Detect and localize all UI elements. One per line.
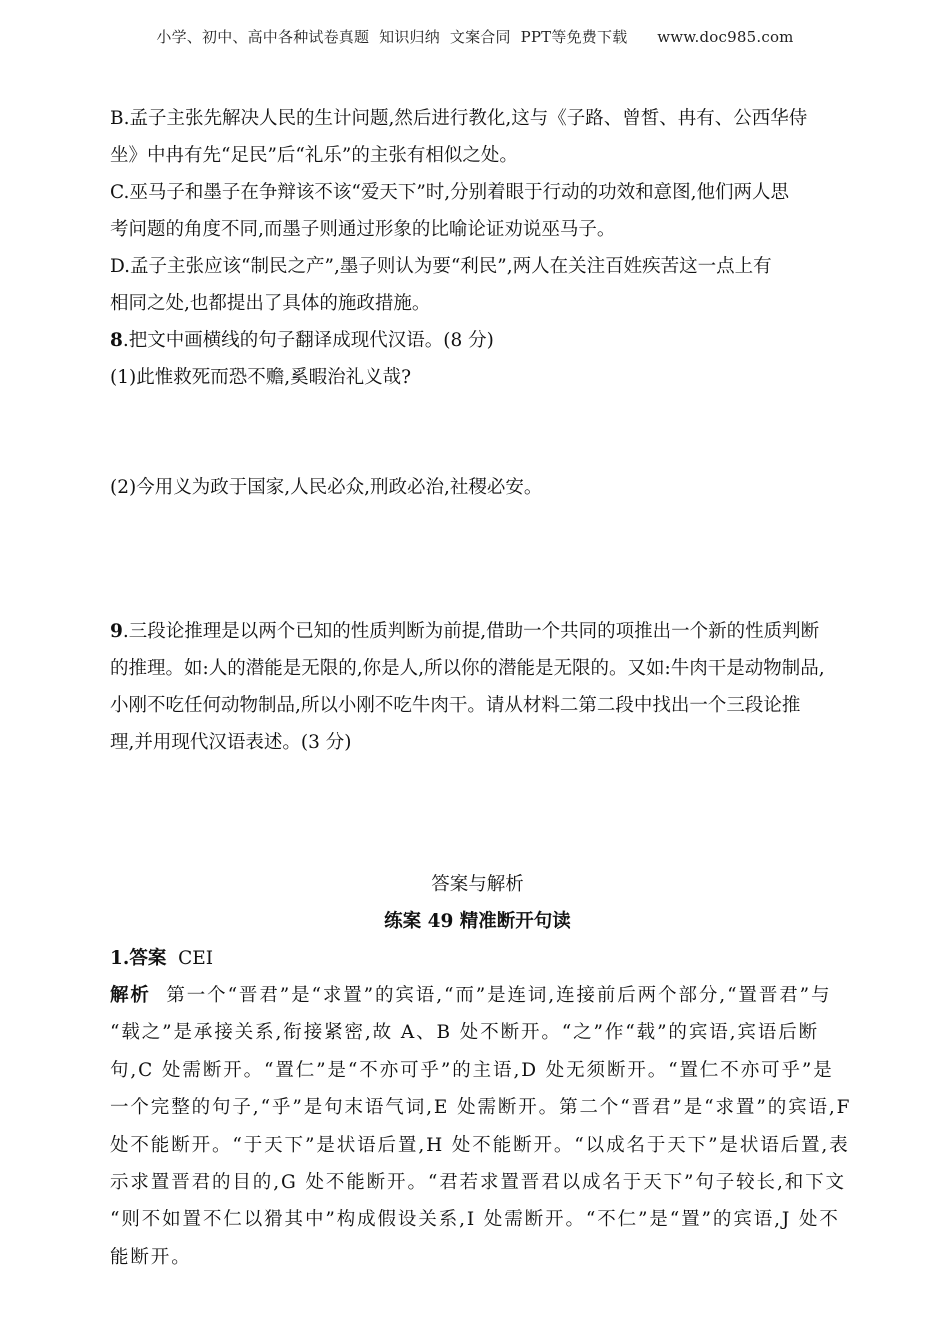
lesson-title: 练案 49 精准断开句读: [384, 911, 571, 932]
question-9-line-3: 小刚不吃任何动物制品,所以小刚不吃牛肉干。请从材料二第二段中找出一个三段论推: [110, 695, 801, 716]
question-8-sub-2: (2)今用义为政于国家,人民必众,刑政必治,社稷必安。: [110, 477, 543, 498]
answers-section-title: 答案与解析: [431, 874, 524, 895]
page-header: 小学、初中、高中各种试卷真题 知识归纳 文案合同 PPT等免费下载 www.doc985.com: [156, 28, 794, 46]
analysis-label: 解析: [110, 985, 151, 1006]
analysis-text-1: 第一个“晋君”是“求置”的宾语,“而”是连词,连接前后两个部分,“置晋君”与: [166, 985, 832, 1006]
answer-1-number: 1: [110, 948, 123, 969]
option-d-line-1: D.孟子主张应该“制民之产”,墨子则认为要“利民”,两人在关注百姓疾苦这一点上有: [110, 256, 772, 277]
analysis-line-8: 能断开。: [110, 1246, 192, 1268]
analysis-line-4: 一个完整的句子,“乎”是句末语气词,E 处需断开。第二个“晋君”是“求置”的宾语,F: [110, 1097, 852, 1119]
analysis-line-2: “载之”是承接关系,衔接紧密,故 A、B 处不断开。“之”作“载”的宾语,宾语后断: [110, 1022, 820, 1044]
question-8-number: 8: [110, 330, 123, 351]
option-c-line-1: C.巫马子和墨子在争辩该不该“爱天下”时,分别着眼于行动的功效和意图,他们两人思: [110, 182, 790, 203]
answer-space-9: [110, 761, 845, 866]
answer-space-8-1: [110, 396, 845, 469]
question-8: [110, 322, 845, 359]
question-9-line-2: 的推理。如:人的潜能是无限的,你是人,所以你的潜能是无限的。又如:牛肉干是动物制品,: [110, 658, 825, 679]
question-9-line-4: 理,并用现代汉语表述。(3 分): [110, 732, 352, 753]
analysis-line-1: [110, 977, 845, 1014]
answer-1-label: .答案: [122, 948, 167, 969]
answer-1: [110, 940, 845, 977]
question-8-text: .把文中画横线的句子翻译成现代汉语。(8 分): [122, 330, 494, 351]
option-b-line-2: 坐》中冉有先“足民”后“礼乐”的主张有相似之处。: [110, 145, 518, 166]
question-9-number: 9: [110, 621, 123, 642]
analysis-line-3: 句,C 处需断开。“置仁”是“不亦可乎”的主语,D 处无须断开。“置仁不亦可乎”是: [110, 1059, 834, 1081]
option-d-line-2: 相同之处,也都提出了具体的施政措施。: [110, 293, 431, 314]
analysis-line-5: 处不能断开。“于天下”是状语后置,H 处不能断开。“以成名于天下”是状语后置,表: [110, 1134, 850, 1156]
question-9-text-1: .三段论推理是以两个已知的性质判断为前提,借助一个共同的项推出一个新的性质判断: [122, 621, 820, 642]
analysis-line-6: 示求置晋君的目的,G 处不能断开。“君若求置晋君以成名于天下”句子较长,和下文: [110, 1171, 846, 1193]
page-content: [110, 100, 852, 1276]
answer-space-8-2: [110, 506, 845, 613]
question-9-line-1: [110, 613, 845, 650]
analysis-line-7: “则不如置不仁以猾其中”构成假设关系,I 处需断开。“不仁”是“置”的宾语,J 处不: [110, 1209, 840, 1231]
option-c-line-2: 考问题的角度不同,而墨子则通过形象的比喻论证劝说巫马子。: [110, 219, 616, 240]
answer-1-value: CEI: [178, 948, 214, 969]
option-b-line-1: B.孟子主张先解决人民的生计问题,然后进行教化,这与《子路、曾皙、冉有、公西华侍: [110, 108, 808, 129]
question-8-sub-1: (1)此惟救死而恐不赡,奚暇治礼义哉?: [110, 367, 412, 388]
